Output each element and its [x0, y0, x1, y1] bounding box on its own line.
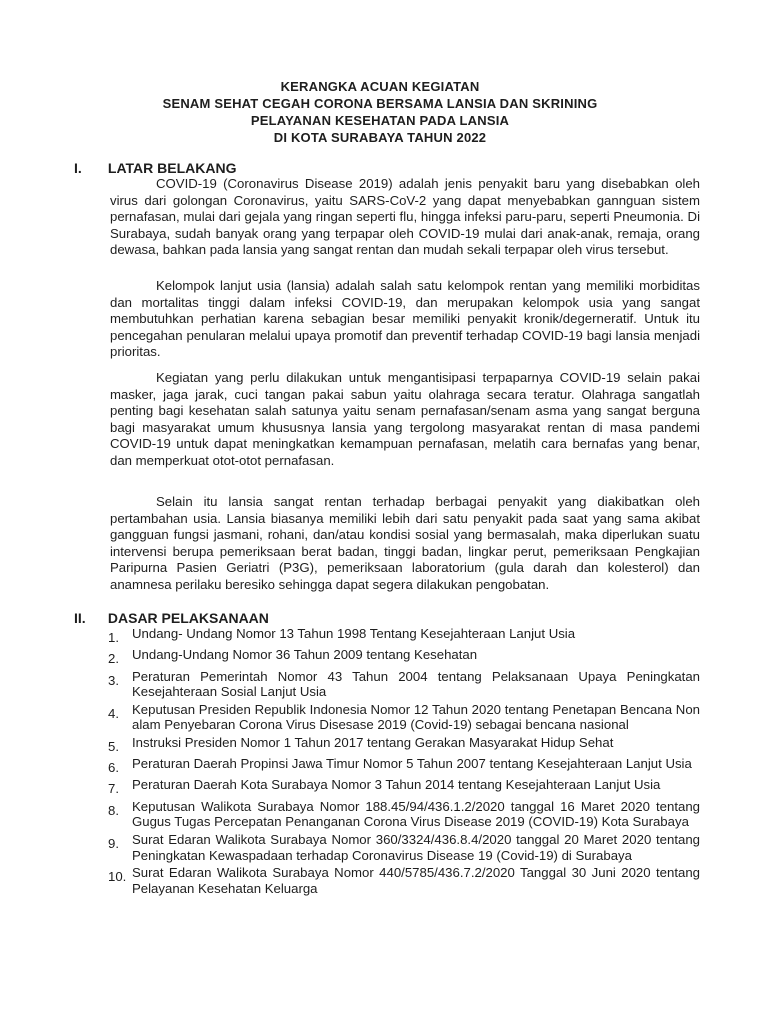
document-title: [120, 78, 640, 146]
list-item-text: Surat Edaran Walikota Surabaya Nomor 440/5785/436.7.2/2020 Tanggal 30 Juni 2020 tentang Pelayanan Kesehatan Keluarga: [132, 864, 700, 896]
list-item-text: Peraturan Pemerintah Nomor 43 Tahun 2004 tentang Pelaksanaan Upaya Peningkatan Kesejahteraan Sosial Lanjut Usia: [132, 668, 700, 700]
list-item-text: Undang- Undang Nomor 13 Tahun 1998 Tentang Kesejahteraan Lanjut Usia: [132, 626, 576, 641]
section-number: II.: [74, 610, 86, 626]
list-item-text: Peraturan Daerah Propinsi Jawa Timur Nomor 5 Tahun 2007 tentang Kesejahteraan Lanjut Usia: [132, 756, 692, 772]
paragraph: Selain itu lansia sangat rentan terhadap berbagai penyakit yang diakibatkan oleh pertambahan usia. Lansia biasanya memiliki lebih dari satu penyakit pada saat yang sama akibat gangguan fungsi jasmani, rohani, dan/atau kondisi sosial yang bermasalah, maka diperlukan suatu intervensi berupa pemeriksaan berat badan, tinggi badan, lingkar perut, pemeriksaan Pengkajian Paripurna Pasien Geriatri (P3G), pemeriksaan laboratorium (gula darah dan kolesterol) dan anamnesa perilaku beresiko sehingga dapat segera dilakukan pengobatan.: [110, 494, 700, 592]
list-item-number: 1.: [108, 630, 119, 645]
title-line-3: PELAYANAN KESEHATAN PADA LANSIA: [250, 113, 510, 128]
list-item-number: 6.: [108, 760, 119, 776]
title-line-1: KERANGKA ACUAN KEGIATAN: [280, 79, 480, 94]
list-item-number: 2.: [108, 651, 119, 667]
section-title: LATAR BELAKANG: [107, 160, 237, 176]
legal-basis-list: [108, 626, 700, 898]
section-number: I.: [74, 160, 82, 176]
list-item: [108, 865, 700, 897]
list-item-number: 8.: [108, 802, 119, 818]
section-title: DASAR PELAKSANAAN: [107, 610, 269, 626]
list-item-text: Surat Edaran Walikota Surabaya Nomor 360/3324/436.8.4/2020 tanggal 20 Maret 2020 tentang Peningkatan Kewaspadaan terhadap Coronavirus Disease 19 (Covid-19) di Surabaya: [132, 831, 700, 863]
list-item: [108, 832, 700, 864]
list-item: [108, 669, 700, 701]
list-item-number: 5.: [108, 738, 119, 754]
list-item-text: Peraturan Daerah Kota Surabaya Nomor 3 Tahun 2014 tentang Kesejahteraan Lanjut Usia: [132, 777, 661, 793]
list-item: [108, 626, 700, 646]
section-body-latar-belakang-4: [110, 494, 700, 593]
title-line-2: SENAM SEHAT CEGAH CORONA BERSAMA LANSIA DAN SKRINING: [162, 96, 598, 111]
list-item-number: 10.: [108, 868, 127, 884]
list-item-number: 3.: [108, 672, 119, 688]
paragraph: COVID-19 (Coronavirus Disease 2019) adalah jenis penyakit baru yang disebabkan oleh virus dari golongan Coronavirus, yaitu SARS-CoV-2 yang dapat menyebabkan gannguan sistem pernafasan, mulai dari gejala yang ringan seperti flu, hingga infeksi paru-paru, seperti Pneumonia. Di Surabaya, sudah banyak orang yang terpapar oleh COVID-19 mulai dari anak-anak, remaja, orang dewasa, bahkan pada lansia yang sangat rentan dan mudah sekali terpapar oleh virus tersebut.: [110, 176, 700, 257]
list-item-text: Keputusan Walikota Surabaya Nomor 188.45/94/436.1.2/2020 tanggal 16 Maret 2020 tentang Gugus Tugas Percepatan Penanganan Corona Virus Disease 2019 (COVID-19) Kota Surabaya: [132, 798, 700, 830]
section-body-latar-belakang-2: [110, 278, 700, 361]
list-item-text: Instruksi Presiden Nomor 1 Tahun 2017 tentang Gerakan Masyarakat Hidup Sehat: [132, 734, 614, 750]
title-line-4: DI KOTA SURABAYA TAHUN 2022: [273, 130, 487, 145]
list-item: [108, 799, 700, 831]
list-item-text: Keputusan Presiden Republik Indonesia Nomor 12 Tahun 2020 tentang Penetapan Bencana Non alam Penyebaran Corona Virus Disesase 2019 (Covid-19) sebagai bencana nasional: [132, 701, 700, 733]
section-body-latar-belakang-3: [110, 370, 700, 469]
paragraph: Kegiatan yang perlu dilakukan untuk mengantisipasi terpaparnya COVID-19 selain pakai masker, jaga jarak, cuci tangan pakai sabun yaitu olahraga secara teratur. Olahraga sangatlah penting bagi kesehatan salah satunya yaitu senam pernafasan/senam asma yang sangat berguna bagi masyarakat umum khususnya lansia yang tergolong masyarakat rentan di masa pandemi COVID-19 untuk dapat meningkatkan kemampuan pernafasan, melatih cara bernafas yang benar, dan memperkuat otot-otot pernafasan.: [110, 370, 700, 468]
paragraph: Kelompok lanjut usia (lansia) adalah salah satu kelompok rentan yang memiliki morbiditas dan mortalitas tinggi dalam infeksi COVID-19, dan merupakan kelompok usia yang sangat membutuhkan perhatian karena sebagian besar memiliki penyakit kronik/degerneratif. Untuk itu pencegahan penularan melalui upaya promotif dan preventif terhadap COVID-19 bagi lansia menjadi prioritas.: [110, 278, 700, 359]
section-heading-dasar-pelaksanaan: [74, 610, 269, 626]
list-item-number: 9.: [108, 835, 119, 851]
list-item-number: 7.: [108, 781, 119, 797]
list-item-number: 4.: [108, 705, 119, 721]
list-item: [108, 735, 700, 755]
section-body-latar-belakang: [110, 176, 700, 259]
list-item: [108, 702, 700, 734]
list-item-text: Undang-Undang Nomor 36 Tahun 2009 tentang Kesehatan: [132, 647, 478, 663]
list-item: [108, 647, 700, 667]
list-item: [108, 777, 700, 797]
list-item: [108, 756, 700, 776]
section-heading-latar-belakang: [74, 160, 236, 176]
